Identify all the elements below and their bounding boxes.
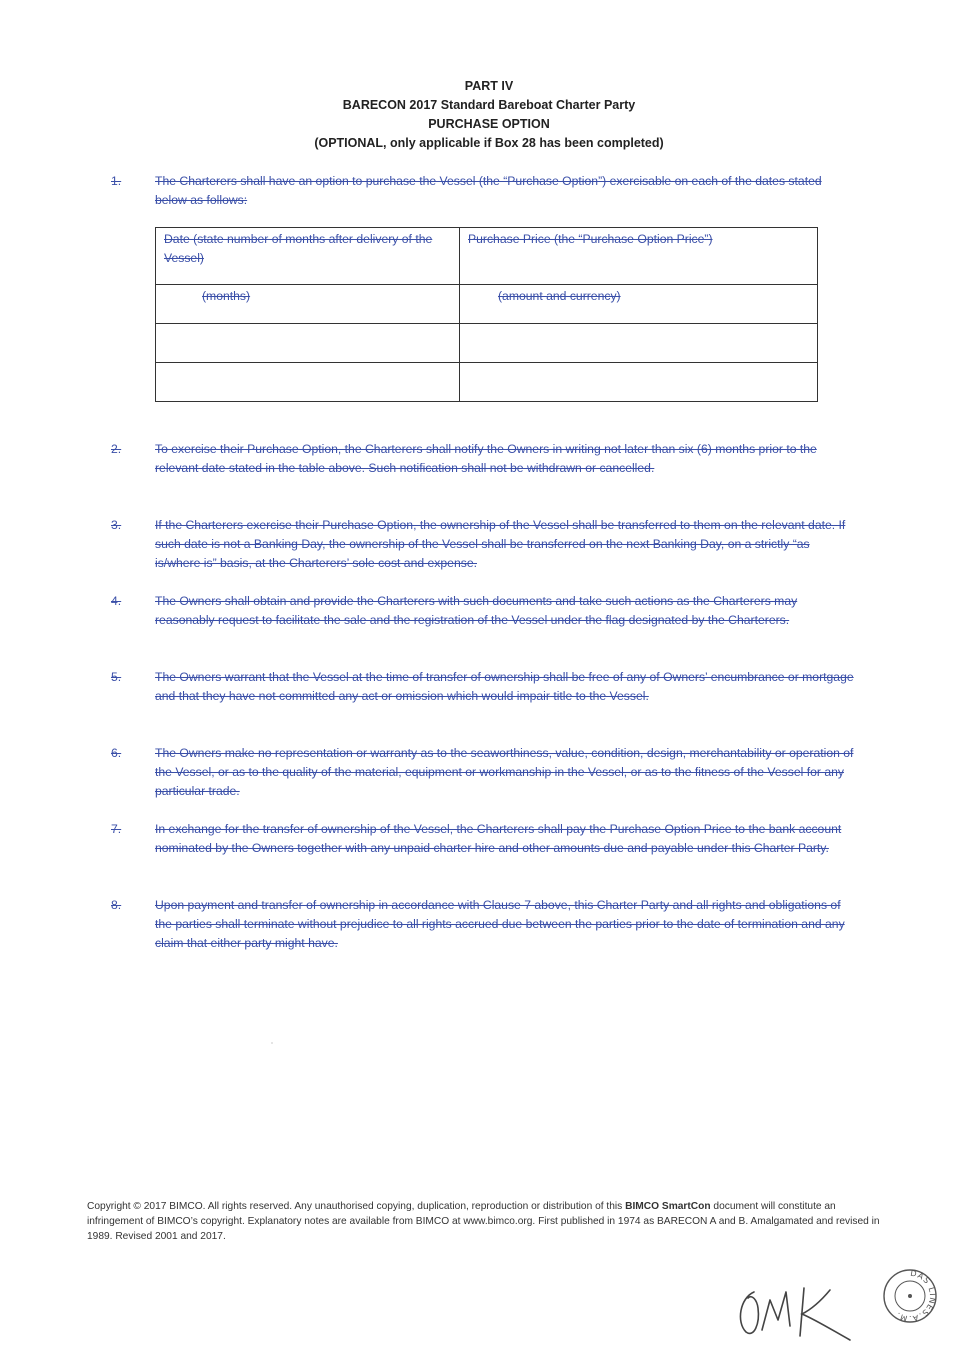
clause-text: The Owners shall obtain and provide the Charterers with such documents and take such actions as the Charterers may reasonably request to facilitate the sale and the registration of the Vessel under the flag designated by the Charterers. [155, 594, 798, 628]
empty-cell [156, 324, 460, 363]
clause-text: The Owners warrant that the Vessel at the time of transfer of ownership shall be free of any of Owners’ encumbrance or mortgage and that they have not committed any act or omission which would impair title to the Vessel. [155, 670, 854, 704]
table-row [156, 285, 818, 324]
empty-cell [460, 324, 818, 363]
clause-text: The Owners make no representation or warranty as to the seaworthiness, value, condition, design, merchantability or operation of the Vessel, or as to the quality of the material, equipment or workmanship in the Vessel, or as to the fitness of the Vessel for any particular trade. [155, 746, 854, 799]
form-title: BARECON 2017 Standard Bareboat Charter Party [342, 98, 636, 112]
copyright-text-2: document will constitute an infringement of BIMCO’s copyright. Explanatory notes are available from BIMCO at www.bimco.org. First published in 1974 as BARECON A and B. Amalgamated and revised in 1989. Revised 2001 and 2017. [87, 1201, 880, 1242]
clause-text: The Charterers shall have an option to purchase the Vessel (the “Purchase Option”) exercisable on each of the dates stated below as follows: [155, 174, 822, 208]
scan-speck [271, 1042, 273, 1044]
copyright-text-1: Copyright © 2017 BIMCO. All rights reserved. Any unauthorised copying, duplication, reproduction or distribution of this [87, 1201, 626, 1212]
empty-cell [460, 363, 818, 402]
optional-note: (OPTIONAL, only applicable if Box 28 has been completed) [314, 136, 664, 150]
clause-number: 2. [111, 442, 122, 456]
company-stamp-icon [882, 1268, 938, 1324]
empty-cell [156, 363, 460, 402]
part-label: PART IV [464, 79, 514, 93]
brand-name: BIMCO SmartCon [625, 1201, 711, 1212]
purchase-option-table [155, 227, 818, 402]
clause-text: To exercise their Purchase Option, the Charterers shall notify the Owners in writing not later than six (6) months prior to the relevant date stated in the table above. Such notification shall not be withdrawn or cancelled. [155, 442, 817, 476]
clause-text: Upon payment and transfer of ownership in accordance with Clause 7 above, this Charter Party and all rights and obligations of the parties shall terminate without prejudice to all rights accrued due between the parties prior to the date of termination and any claim that either party might have. [155, 898, 845, 951]
clause-number: 7. [111, 822, 122, 836]
clause-number: 8. [111, 898, 122, 912]
section-title: PURCHASE OPTION [428, 117, 550, 131]
table-row [156, 363, 818, 402]
svg-text:DAS LINES.A.M. [894, 1269, 938, 1323]
table-header-row [156, 228, 818, 285]
clause-number: 3. [111, 518, 122, 532]
table-row [156, 324, 818, 363]
clause-text: If the Charterers exercise their Purchase Option, the ownership of the Vessel shall be transferred to them on the relevant date. If such date is not a Banking Day, the ownership of the Vessel shall be transferred on the next Banking Day, on a strictly “as is/where is” basis, at the Charterers’ sole cost and expense. [155, 518, 846, 571]
clause-number: 1. [111, 174, 122, 188]
document-header [0, 77, 965, 153]
price-column-header: Purchase Price (the “Purchase Option Price”) [468, 232, 713, 246]
clause-number: 5. [111, 670, 122, 684]
stamp-text: DAS LINES.A.M. [893, 1268, 938, 1324]
clause-text: In exchange for the transfer of ownership of the Vessel, the Charterers shall pay the Purchase Option Price to the bank account nominated by the Owners together with any unpaid charter hire and other amounts due and payable under this Charter Party. [155, 822, 842, 856]
clause-number: 6. [111, 746, 122, 760]
months-cell: (months) [202, 289, 251, 303]
clause-number: 4. [111, 594, 122, 608]
date-column-header: Date (state number of months after delivery of the Vessel) [164, 232, 433, 265]
amount-cell: (amount and currency) [498, 289, 621, 303]
copyright-footer [87, 1199, 887, 1244]
handwritten-signature [732, 1278, 862, 1344]
